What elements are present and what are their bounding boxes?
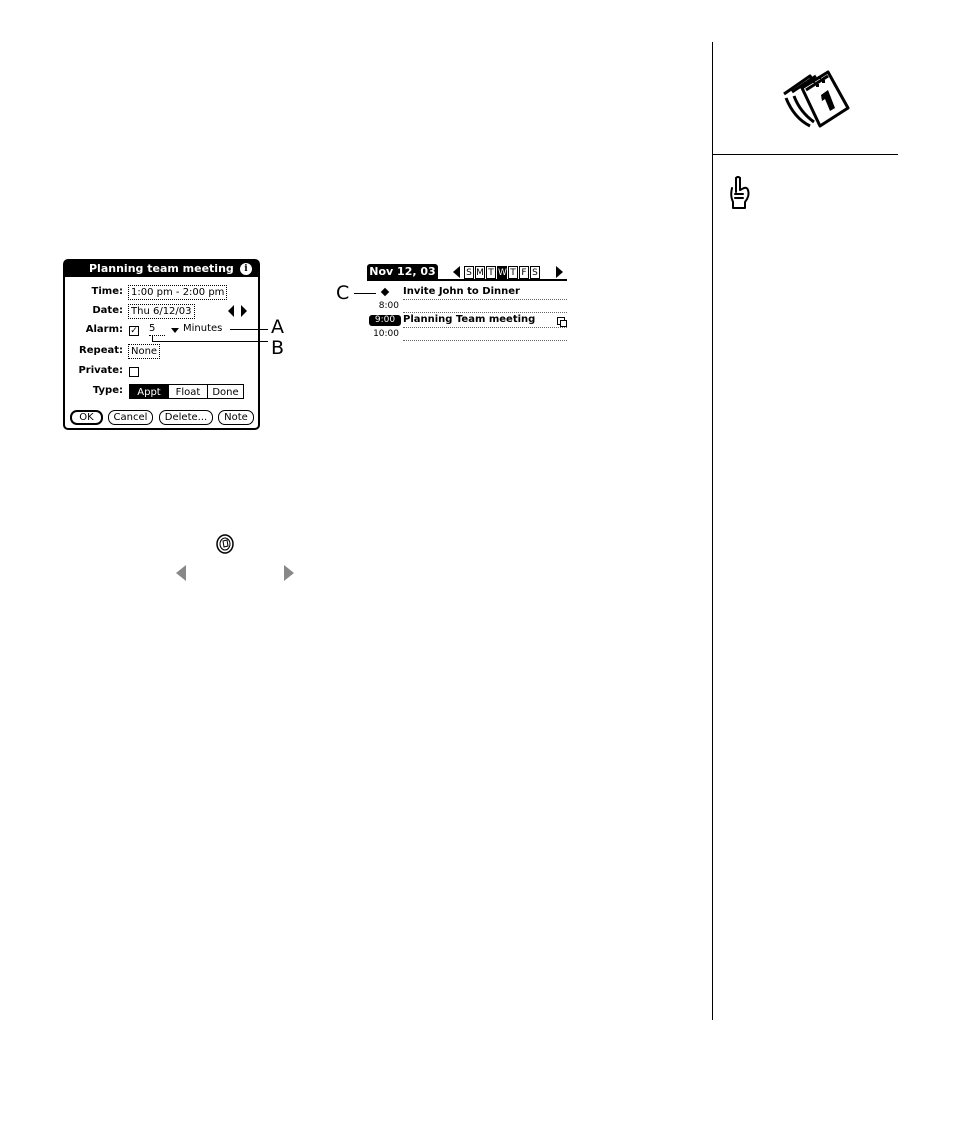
weekday-wed[interactable]: W: [498, 268, 507, 278]
datebook-button-icon: [215, 534, 235, 554]
untimed-event[interactable]: Invite John to Dinner: [403, 286, 520, 297]
type-done-button[interactable]: Done: [207, 384, 244, 399]
alarm-unit-dropdown-icon[interactable]: [171, 328, 179, 333]
date-label: Date:: [92, 305, 123, 316]
right-arrow-icon: [284, 565, 294, 581]
type-label: Type:: [92, 385, 123, 396]
note-button[interactable]: Note: [218, 410, 254, 425]
callout-a: A: [271, 316, 284, 338]
row-divider: [403, 312, 567, 313]
untimed-event-diamond-icon: [381, 288, 389, 296]
delete-button[interactable]: Delete...: [159, 410, 213, 425]
alarm-label: Alarm:: [85, 324, 123, 335]
ok-button[interactable]: OK: [70, 410, 103, 425]
weekday-thu[interactable]: T: [508, 266, 518, 279]
alarm-unit-picker[interactable]: Minutes: [183, 323, 223, 334]
weekday-fri[interactable]: F: [519, 266, 529, 279]
weekday-mon[interactable]: M: [476, 268, 484, 278]
private-label: Private:: [78, 365, 123, 376]
callout-b-line: [152, 341, 268, 342]
private-checkbox[interactable]: [129, 367, 139, 377]
day-view: [367, 264, 567, 342]
pointing-hand-icon: [727, 176, 753, 210]
day-view-date-title[interactable]: Nov 12, 03: [367, 264, 438, 280]
cancel-button[interactable]: Cancel: [108, 410, 153, 425]
type-appt-button[interactable]: Appt: [129, 384, 169, 399]
previous-week-arrow[interactable]: [453, 266, 460, 278]
callout-b: B: [271, 337, 285, 359]
time-label: Time:: [91, 286, 123, 297]
time-field[interactable]: 1:00 pm - 2:00 pm: [128, 285, 227, 300]
date-field[interactable]: Thu 6/12/03: [128, 304, 195, 319]
time-slot-900[interactable]: 9:00: [369, 315, 401, 326]
callout-b-tick: [152, 335, 153, 341]
calendar-icon: [780, 68, 852, 130]
repeat-event-icon-overlap: [560, 320, 567, 327]
time-slot-800[interactable]: 8:00: [378, 301, 399, 311]
next-week-arrow[interactable]: [556, 266, 563, 278]
callout-a-line: [230, 329, 268, 330]
event-details-dialog: [63, 259, 260, 430]
callout-c: C: [336, 282, 350, 304]
repeat-label: Repeat:: [79, 345, 123, 356]
info-icon[interactable]: i: [240, 263, 252, 275]
row-divider: [403, 340, 567, 341]
repeat-field[interactable]: None: [128, 344, 160, 359]
timed-event[interactable]: Planning Team meeting: [403, 314, 536, 325]
row-divider: [403, 299, 567, 300]
alarm-checkbox[interactable]: ✓: [130, 326, 138, 336]
dialog-title-bar: [65, 261, 258, 277]
time-slot-1000[interactable]: 10:00: [373, 329, 399, 339]
date-next-arrow[interactable]: [241, 305, 247, 317]
dialog-title: Planning team meeting: [89, 262, 234, 275]
alarm-amount-field[interactable]: 5: [149, 322, 165, 336]
sidebar-rule: [712, 154, 898, 155]
callout-c-line: [354, 293, 376, 294]
row-divider: [403, 327, 567, 328]
sidebar-divider: [712, 42, 713, 1020]
weekday-sat[interactable]: S: [530, 266, 540, 279]
date-prev-arrow[interactable]: [228, 305, 234, 317]
weekday-sun[interactable]: S: [464, 266, 474, 279]
type-float-button[interactable]: Float: [168, 384, 208, 399]
left-arrow-icon: [176, 565, 186, 581]
weekday-tue[interactable]: T: [486, 266, 496, 279]
